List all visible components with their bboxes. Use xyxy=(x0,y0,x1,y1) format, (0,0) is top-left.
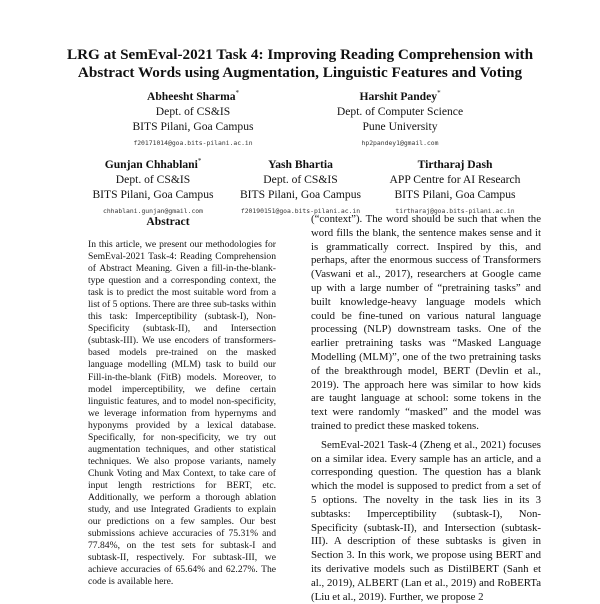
author-dept: APP Centre for AI Research xyxy=(389,173,521,186)
abstract-text: In this article, we present our methodologies for SemEval-2021 Task-4: Reading Comprehension of Abstract Meaning. Given a fill-in-the-blank-type question and a corresponding context, the task is to predict the most suitable word from a list of 5 options. There are three sub-tasks within this task: Imperceptibility (subtask-I), Non-Specificity (subtask-II), and Intersection (subtask-III). We use encoders of transformers-based models pre-trained on the masked language modelling (MLM) task to build our Fill-in-the-blank (FitB) models. Moreover, to model imperceptibility, we define certain linguistic features, and to model non-specificity, we leverage information from hypernyms and hyponyms provided by a lexical database. Specifically, for non-specificity, we try out augmentation techniques, and other statistical techniques. We also propose variants, namely Chunk Voting and Max Context, to take care of input length restrictions for BERT, etc. Additionally, we perform a thorough ablation study, and use Integrated Gradients to explain our predictions on a few samples. Our best submissions achieve accuracies of 75.31% and 77.84%, on the test sets for subtask-I and subtask-II, respectively. For subtask-III, we achieve accuracies of 65.64% and 62.27%. The code is available here. xyxy=(88,239,276,588)
paragraph: SemEval-2021 Task-4 (Zheng et al., 2021) focuses on a similar idea. Every sample has an article, and a corresponding question. The question has a blank which the model is supposed to predict from a set of 5 options. The novelty in the task lies in its 3 subtasks: Imperceptibility (subtask-I), Non-Specificity (subtask-II), and Intersection (subtask-III). A description of these subtasks is given in Section 3. In this work, we propose using BERT and its derivative models such as DistilBERT (Sanh et al., 2019), ALBERT (Lan et al., 2019) and RoBERTa (Liu et al., 2019). Further, we propose 2 xyxy=(311,438,541,603)
author-block xyxy=(380,157,530,216)
title-line-2: Abstract Words using Augmentation, Linguistic Features and Voting xyxy=(77,64,523,81)
author-name: Harshit Pandey* xyxy=(359,89,441,103)
author-block xyxy=(228,157,373,216)
author-institution: BITS Pilani, Goa Campus xyxy=(239,188,362,201)
author-institution: BITS Pilani, Goa Campus xyxy=(92,188,214,201)
author-institution: Pune University xyxy=(362,120,438,133)
author-email: chhablani.gunjan@gmail.com xyxy=(102,207,204,215)
author-name: Tirtharaj Dash xyxy=(417,158,493,171)
author-email: tirtharaj@goa.bits-pilani.ac.in xyxy=(395,207,515,215)
author-dept: Dept. of CS&IS xyxy=(155,105,231,118)
title-line-1: LRG at SemEval-2021 Task 4: Improving Reading Comprehension with xyxy=(66,46,534,63)
author-institution: BITS Pilani, Goa Campus xyxy=(132,120,254,133)
author-email: f20171014@goa.bits-pilani.ac.in xyxy=(133,139,253,147)
abstract-heading: Abstract xyxy=(146,215,190,228)
author-block xyxy=(325,89,475,148)
author-name: Abheesht Sharma* xyxy=(146,89,240,103)
author-institution: BITS Pilani, Goa Campus xyxy=(394,188,516,201)
author-dept: Dept. of CS&IS xyxy=(115,173,191,186)
author-name: Yash Bhartia xyxy=(268,158,333,171)
author-dept: Dept. of Computer Science xyxy=(336,105,464,118)
author-dept: Dept. of CS&IS xyxy=(263,173,338,186)
paragraph: (“context”). The word should be such that when the word fills the blank, the sentence makes sense and it is grammatically correct. Inspired by this, and perhaps, after the enormous success of Transformers (Vaswani et al., 2017), researchers at Google came up with a large number of “pretraining tasks” and built knowledge-heavy language models which could be fine-tuned on various natural language processing (NLP) downstream tasks. One of the earlier pretraining tasks was “Masked Language Modelling (MLM)”, one of the two pretraining tasks of the breakthrough model, BERT (Devlin et al., 2019). The approach here was similar to how kids are taught language at school: some tokens in the text were randomly “masked” and the model was trained to predict these masked tokens. xyxy=(311,213,541,432)
author-block xyxy=(78,157,228,216)
author-block xyxy=(118,89,268,148)
author-email: hp2pandey1@gmail.com xyxy=(361,139,439,147)
author-email: f20190151@goa.bits-pilani.ac.in xyxy=(240,207,361,215)
author-name: Gunjan Chhablani* xyxy=(104,157,202,171)
introduction-body xyxy=(311,213,541,604)
paper-title xyxy=(40,46,560,82)
